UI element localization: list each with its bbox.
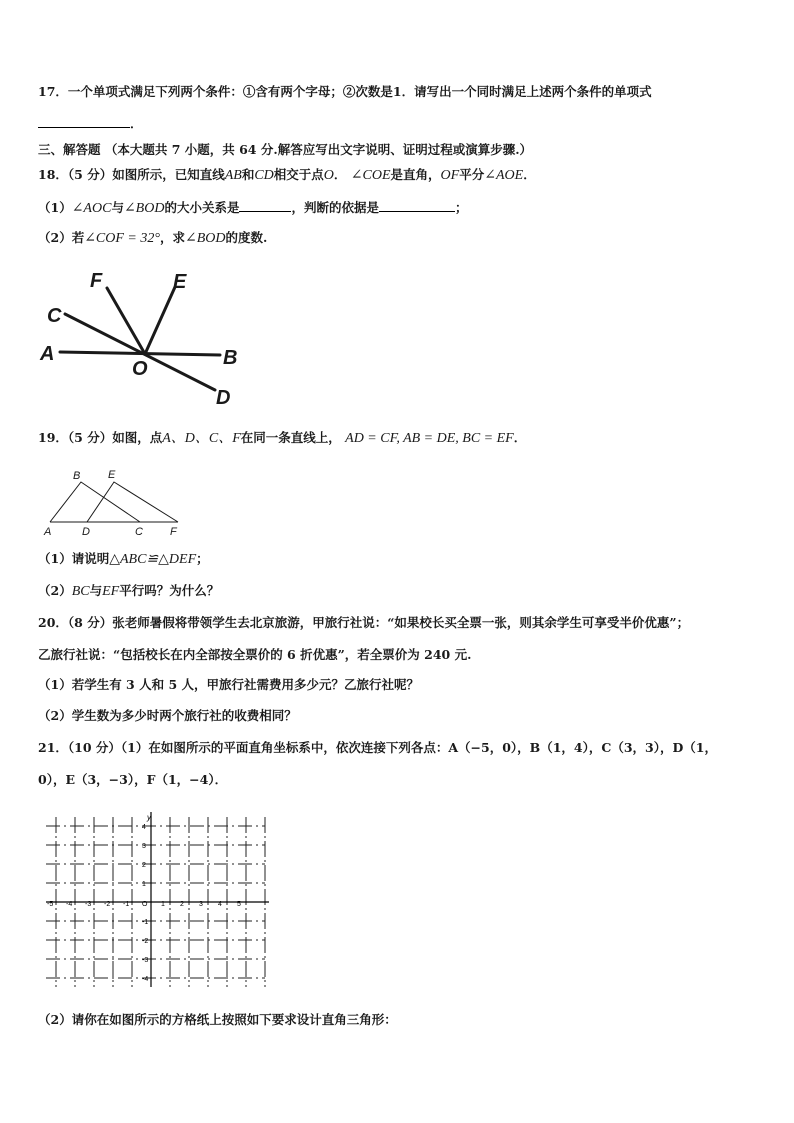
x-tick-label: 2: [180, 901, 184, 908]
q21-part2: （2）请你在如图所示的方格纸上按照如下要求设计直角三角形：: [38, 1012, 397, 1027]
fig18-label-d: D: [216, 387, 231, 409]
section3-title: 三、解答题 （本大题共 7 小题，共 64 分.解答应写出文字说明、证明过程或演算步骤.）: [38, 142, 533, 157]
x-tick-label: -5: [47, 901, 54, 908]
x-tick-label: 4: [218, 901, 222, 908]
fig19-label-b: B: [73, 470, 81, 482]
q19-lead: 19．（5 分）如图，点: [38, 430, 163, 445]
q18-o: O: [323, 168, 334, 183]
fig19-label-c: C: [135, 526, 143, 538]
ray-oe: [145, 287, 175, 354]
q17-answer-line: [38, 115, 143, 132]
q19-p2-bc: BC: [71, 584, 90, 599]
q18-inter: 相交于点: [273, 167, 324, 182]
q18-figure: [30, 262, 260, 412]
x-tick-label: 3: [199, 901, 203, 908]
fig19-label-d: D: [82, 526, 90, 538]
x-tick-label: 1: [161, 901, 165, 908]
x-tick-label: -2: [104, 901, 111, 908]
q18-end: ．: [523, 167, 536, 182]
q18-p1-blank2: [379, 199, 455, 212]
y-tick-label: 3: [142, 843, 146, 850]
q19-p2-ef: EF: [102, 584, 120, 599]
q18-angle-coe: ∠COE: [350, 168, 391, 183]
q18-and: 和: [241, 167, 255, 182]
q18-p1-end: ；: [455, 200, 468, 215]
q20-line1: 20．（8 分）张老师暑假将带领学生去北京旅游，甲旅行社说：“如果校长买全票一张，则其余学生可享受半价优惠”；: [38, 615, 690, 630]
q18-p1-aoc: ∠AOC: [71, 201, 112, 216]
fig19-label-e: E: [108, 469, 116, 481]
fig18-label-e: E: [173, 271, 187, 293]
q19-stem: [38, 430, 526, 447]
q19-part2: [38, 583, 219, 600]
q18-p1-lead: （1）: [38, 200, 72, 215]
x-tick-label: -3: [85, 901, 92, 908]
q18-p2-lead: （2）若: [38, 230, 85, 245]
q19-p1-lead: （1）请说明: [38, 551, 110, 566]
fig18-label-o: O: [132, 358, 148, 380]
fig18-label-f: F: [90, 270, 103, 292]
fig19-label-a: A: [44, 526, 52, 538]
fig18-label-b: B: [223, 347, 238, 369]
q18-p2-end: 的度数.: [225, 230, 268, 245]
q21-line1: 21．（10 分）（1）在如图所示的平面直角坐标系中，依次连接下列各点：A（−5，0），B（1，4），C（3，3），D（1，: [38, 740, 717, 755]
q18-cd: CD: [254, 168, 274, 183]
q21-coordinate-grid: [44, 810, 270, 995]
q19-p1-end: ；: [196, 551, 209, 566]
q18-p2-bod: ∠BOD: [185, 231, 226, 246]
y-tick-label: 2: [142, 862, 146, 869]
x-tick-label: O: [142, 901, 148, 908]
q18-part1: [38, 199, 468, 217]
q18-p1-blank1: [239, 199, 291, 212]
x-tick-label: 5: [237, 901, 241, 908]
q19-mid: 在同一条直线上，: [240, 430, 341, 445]
fig19-label-f: F: [170, 526, 177, 538]
q19-part1: [38, 551, 209, 568]
q19-p2-and: 与: [89, 583, 103, 598]
q18-p2-eq: ∠COF = 32°: [84, 231, 160, 246]
q19-p2-end: 平行吗？为什么？: [119, 583, 220, 598]
fig18-label-a: A: [40, 343, 55, 365]
q19-p1-expr: △ABC≌△DEF: [109, 552, 197, 567]
q19-figure: [42, 466, 192, 538]
q19-end: ．: [513, 430, 527, 445]
y-tick-label: 4: [142, 824, 146, 831]
y-tick-label: -2: [142, 938, 149, 945]
q17-end: ．: [130, 116, 143, 131]
q18-ab: AB: [224, 168, 242, 183]
q18-p1-and: 与: [111, 200, 124, 215]
q18-p1-rel: 的大小关系是: [164, 200, 240, 215]
y-tick-label: -3: [142, 957, 149, 964]
q17-text: 17．一个单项式满足下列两个条件：①含有两个字母；②次数是1．请写出一个同时满足上述两个条件的单项式: [38, 84, 652, 99]
q19-eq: AD = CF, AB = DE, BC = EF: [345, 431, 514, 446]
q21-line2: 0），E（3，−3），F（1，−4）．: [38, 772, 228, 787]
x-tick-label: -4: [66, 901, 73, 908]
q19-points: A、D、C、F: [162, 431, 241, 446]
y-axis-label: y: [147, 813, 151, 822]
q20-part1: （1）若学生有 3 人和 5 人，甲旅行社需费用多少元？乙旅行社呢？: [38, 677, 420, 692]
y-tick-label: -4: [142, 976, 149, 983]
q18-p2-ask: ，求: [159, 230, 185, 245]
fig18-label-c: C: [47, 305, 62, 327]
q18-stem: [38, 167, 536, 184]
q18-sep: ．: [333, 167, 347, 182]
q18-right: 是直角，: [390, 167, 441, 182]
q17-blank: [38, 115, 130, 128]
q18-of: OF: [440, 168, 460, 183]
q18-bisect: 平分: [459, 167, 485, 182]
y-tick-label: -1: [142, 919, 149, 926]
q18-angle-aoe: ∠AOE: [484, 168, 524, 183]
q18-lead: 18．（5 分）如图所示，已知直线: [38, 167, 225, 182]
y-tick-label: 1: [142, 881, 146, 888]
q19-p2-lead: （2）: [38, 583, 72, 598]
x-tick-label: -1: [123, 901, 130, 908]
q18-p1-reason: ，判断的依据是: [291, 200, 379, 215]
q18-part2: [38, 230, 267, 247]
q20-part2: （2）学生数为多少时两个旅行社的收费相同？: [38, 708, 297, 723]
q20-line2: 乙旅行社说：“包括校长在内全部按全票价的 6 折优惠”，若全票价为 240 元.: [38, 647, 472, 662]
q18-p1-bod: ∠BOD: [123, 201, 165, 216]
